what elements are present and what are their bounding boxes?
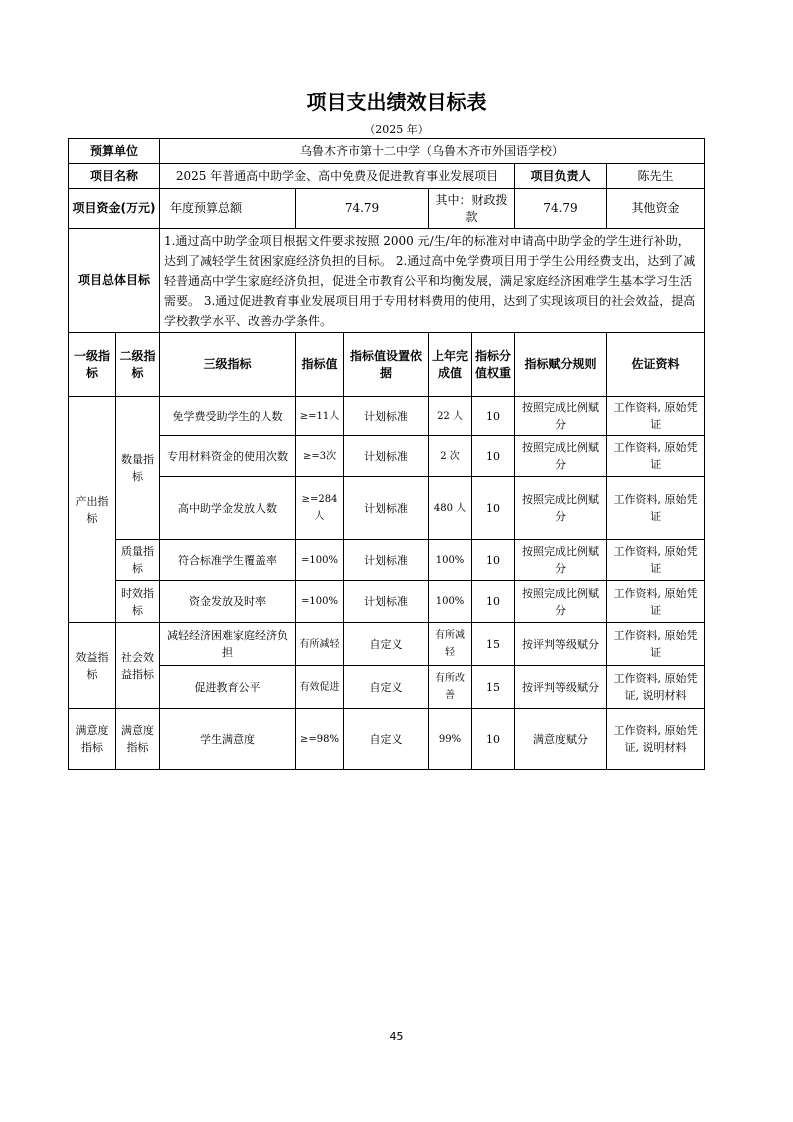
row-last: 100% [429,581,472,623]
goal-text: 1.通过高中助学金项目根据文件要求按照 2000 元/生/年的标准对申请高中助学金的学生进行补助，达到了减轻学生贫困家庭经济负担的目标。 2.通过高中免学费项目用于学生公用经费支出，达到了减轻普通高中学生家庭经济负担，促进全市教育公平和均衡发展，满足家庭经济困难学生基本学习生活需要。 3.通过促进教育事业发展项目用于专用材料费用的使用，达到了实现该项目的社会效益，提高学校教学水平、改善办学条件。 [160,229,705,333]
fiscal-label: 其中：财政拨款 [429,189,515,229]
budget-unit-label: 预算单位 [69,139,160,164]
row-last: 480 人 [429,477,472,540]
row-rule: 按评判等级赋分 [515,623,607,666]
row-rule: 按评判等级赋分 [515,666,607,709]
goal-label: 项目总体目标 [69,229,160,333]
table-row [69,581,705,623]
row-value: ≥=284人 [296,477,344,540]
col-last-year: 上年完成值 [429,333,472,397]
row-basis: 计划标准 [344,436,429,477]
row-last: 2 次 [429,436,472,477]
page-title: 项目支出绩效目标表 [306,90,487,114]
project-name-row [69,164,705,189]
row-name: 学生满意度 [160,709,296,770]
row-weight: 15 [472,666,515,709]
owner-value: 陈先生 [607,164,705,189]
row-basis: 计划标准 [344,397,429,436]
table-row [69,397,705,436]
row-basis: 自定义 [344,623,429,666]
group-quality: 质量指标 [116,540,160,581]
row-basis: 计划标准 [344,581,429,623]
row-value: 有所减轻 [296,623,344,666]
column-header-row [69,333,705,397]
col-rule: 指标赋分规则 [515,333,607,397]
row-value: ≥=98% [296,709,344,770]
row-name: 高中助学金发放人数 [160,477,296,540]
row-evidence: 工作资料, 原始凭证 [607,436,705,477]
row-basis: 自定义 [344,666,429,709]
row-rule: 按照完成比例赋分 [515,397,607,436]
row-evidence: 工作资料, 原始凭证 [607,540,705,581]
col-basis: 指标值设置依据 [344,333,429,397]
page-number: 45 [389,1030,404,1043]
row-basis: 计划标准 [344,540,429,581]
row-evidence: 工作资料, 原始凭证, 说明材料 [607,666,705,709]
row-name: 符合标准学生覆盖率 [160,540,296,581]
group-satisfaction-sub: 满意度指标 [116,709,160,770]
row-rule: 按照完成比例赋分 [515,436,607,477]
row-rule: 按照完成比例赋分 [515,581,607,623]
other-label: 其他资金 [607,189,705,229]
group-satisfaction: 满意度指标 [69,709,116,770]
row-basis: 自定义 [344,709,429,770]
row-last: 99% [429,709,472,770]
row-name: 促进教育公平 [160,666,296,709]
row-basis: 计划标准 [344,477,429,540]
group-benefit: 效益指标 [69,623,116,709]
project-name-label: 项目名称 [69,164,160,189]
annual-total-label: 年度预算总额 [160,189,296,229]
fiscal-value: 74.79 [515,189,607,229]
table-row [69,709,705,770]
col-level2: 二级指标 [116,333,160,397]
performance-table [68,138,705,770]
group-quantity: 数量指标 [116,397,160,540]
row-weight: 10 [472,477,515,540]
row-last: 100% [429,540,472,581]
group-timeliness: 时效指标 [116,581,160,623]
group-social: 社会效益指标 [116,623,160,709]
col-level1: 一级指标 [69,333,116,397]
row-last: 有所减轻 [429,623,472,666]
project-name-value: 2025 年普通高中助学金、高中免费及促进教育事业发展项目 [160,164,515,189]
row-last: 22 人 [429,397,472,436]
row-weight: 10 [472,581,515,623]
row-evidence: 工作资料, 原始凭证 [607,397,705,436]
budget-unit-row [69,139,705,164]
row-value: 有效促进 [296,666,344,709]
row-last: 有所改善 [429,666,472,709]
row-weight: 10 [472,709,515,770]
row-weight: 10 [472,540,515,581]
col-value: 指标值 [296,333,344,397]
row-weight: 10 [472,397,515,436]
row-evidence: 工作资料, 原始凭证 [607,623,705,666]
group-output: 产出指标 [69,397,116,623]
row-weight: 15 [472,623,515,666]
row-value: =100% [296,581,344,623]
col-level3: 三级指标 [160,333,296,397]
funds-row [69,189,705,229]
year-label: （2025 年） [364,123,429,136]
row-value: =100% [296,540,344,581]
row-rule: 按照完成比例赋分 [515,540,607,581]
annual-total-value: 74.79 [296,189,429,229]
row-rule: 按照完成比例赋分 [515,477,607,540]
table-row [69,623,705,666]
row-evidence: 工作资料, 原始凭证, 说明材料 [607,709,705,770]
row-rule: 满意度赋分 [515,709,607,770]
row-evidence: 工作资料, 原始凭证 [607,581,705,623]
row-value: ≥=11人 [296,397,344,436]
funds-label: 项目资金(万元) [69,189,160,229]
row-name: 免学费受助学生的人数 [160,397,296,436]
row-name: 资金发放及时率 [160,581,296,623]
col-weight: 指标分值权重 [472,333,515,397]
row-value: ≥=3次 [296,436,344,477]
row-weight: 10 [472,436,515,477]
row-evidence: 工作资料, 原始凭证 [607,477,705,540]
goal-row [69,229,705,333]
table-row [69,540,705,581]
table-row [69,436,705,477]
owner-label: 项目负责人 [515,164,607,189]
budget-unit-value: 乌鲁木齐市第十二中学（乌鲁木齐市外国语学校） [160,139,705,164]
row-name: 专用材料资金的使用次数 [160,436,296,477]
table-row [69,477,705,540]
table-row [69,666,705,709]
row-name: 减轻经济困难家庭经济负担 [160,623,296,666]
col-evidence: 佐证资料 [607,333,705,397]
